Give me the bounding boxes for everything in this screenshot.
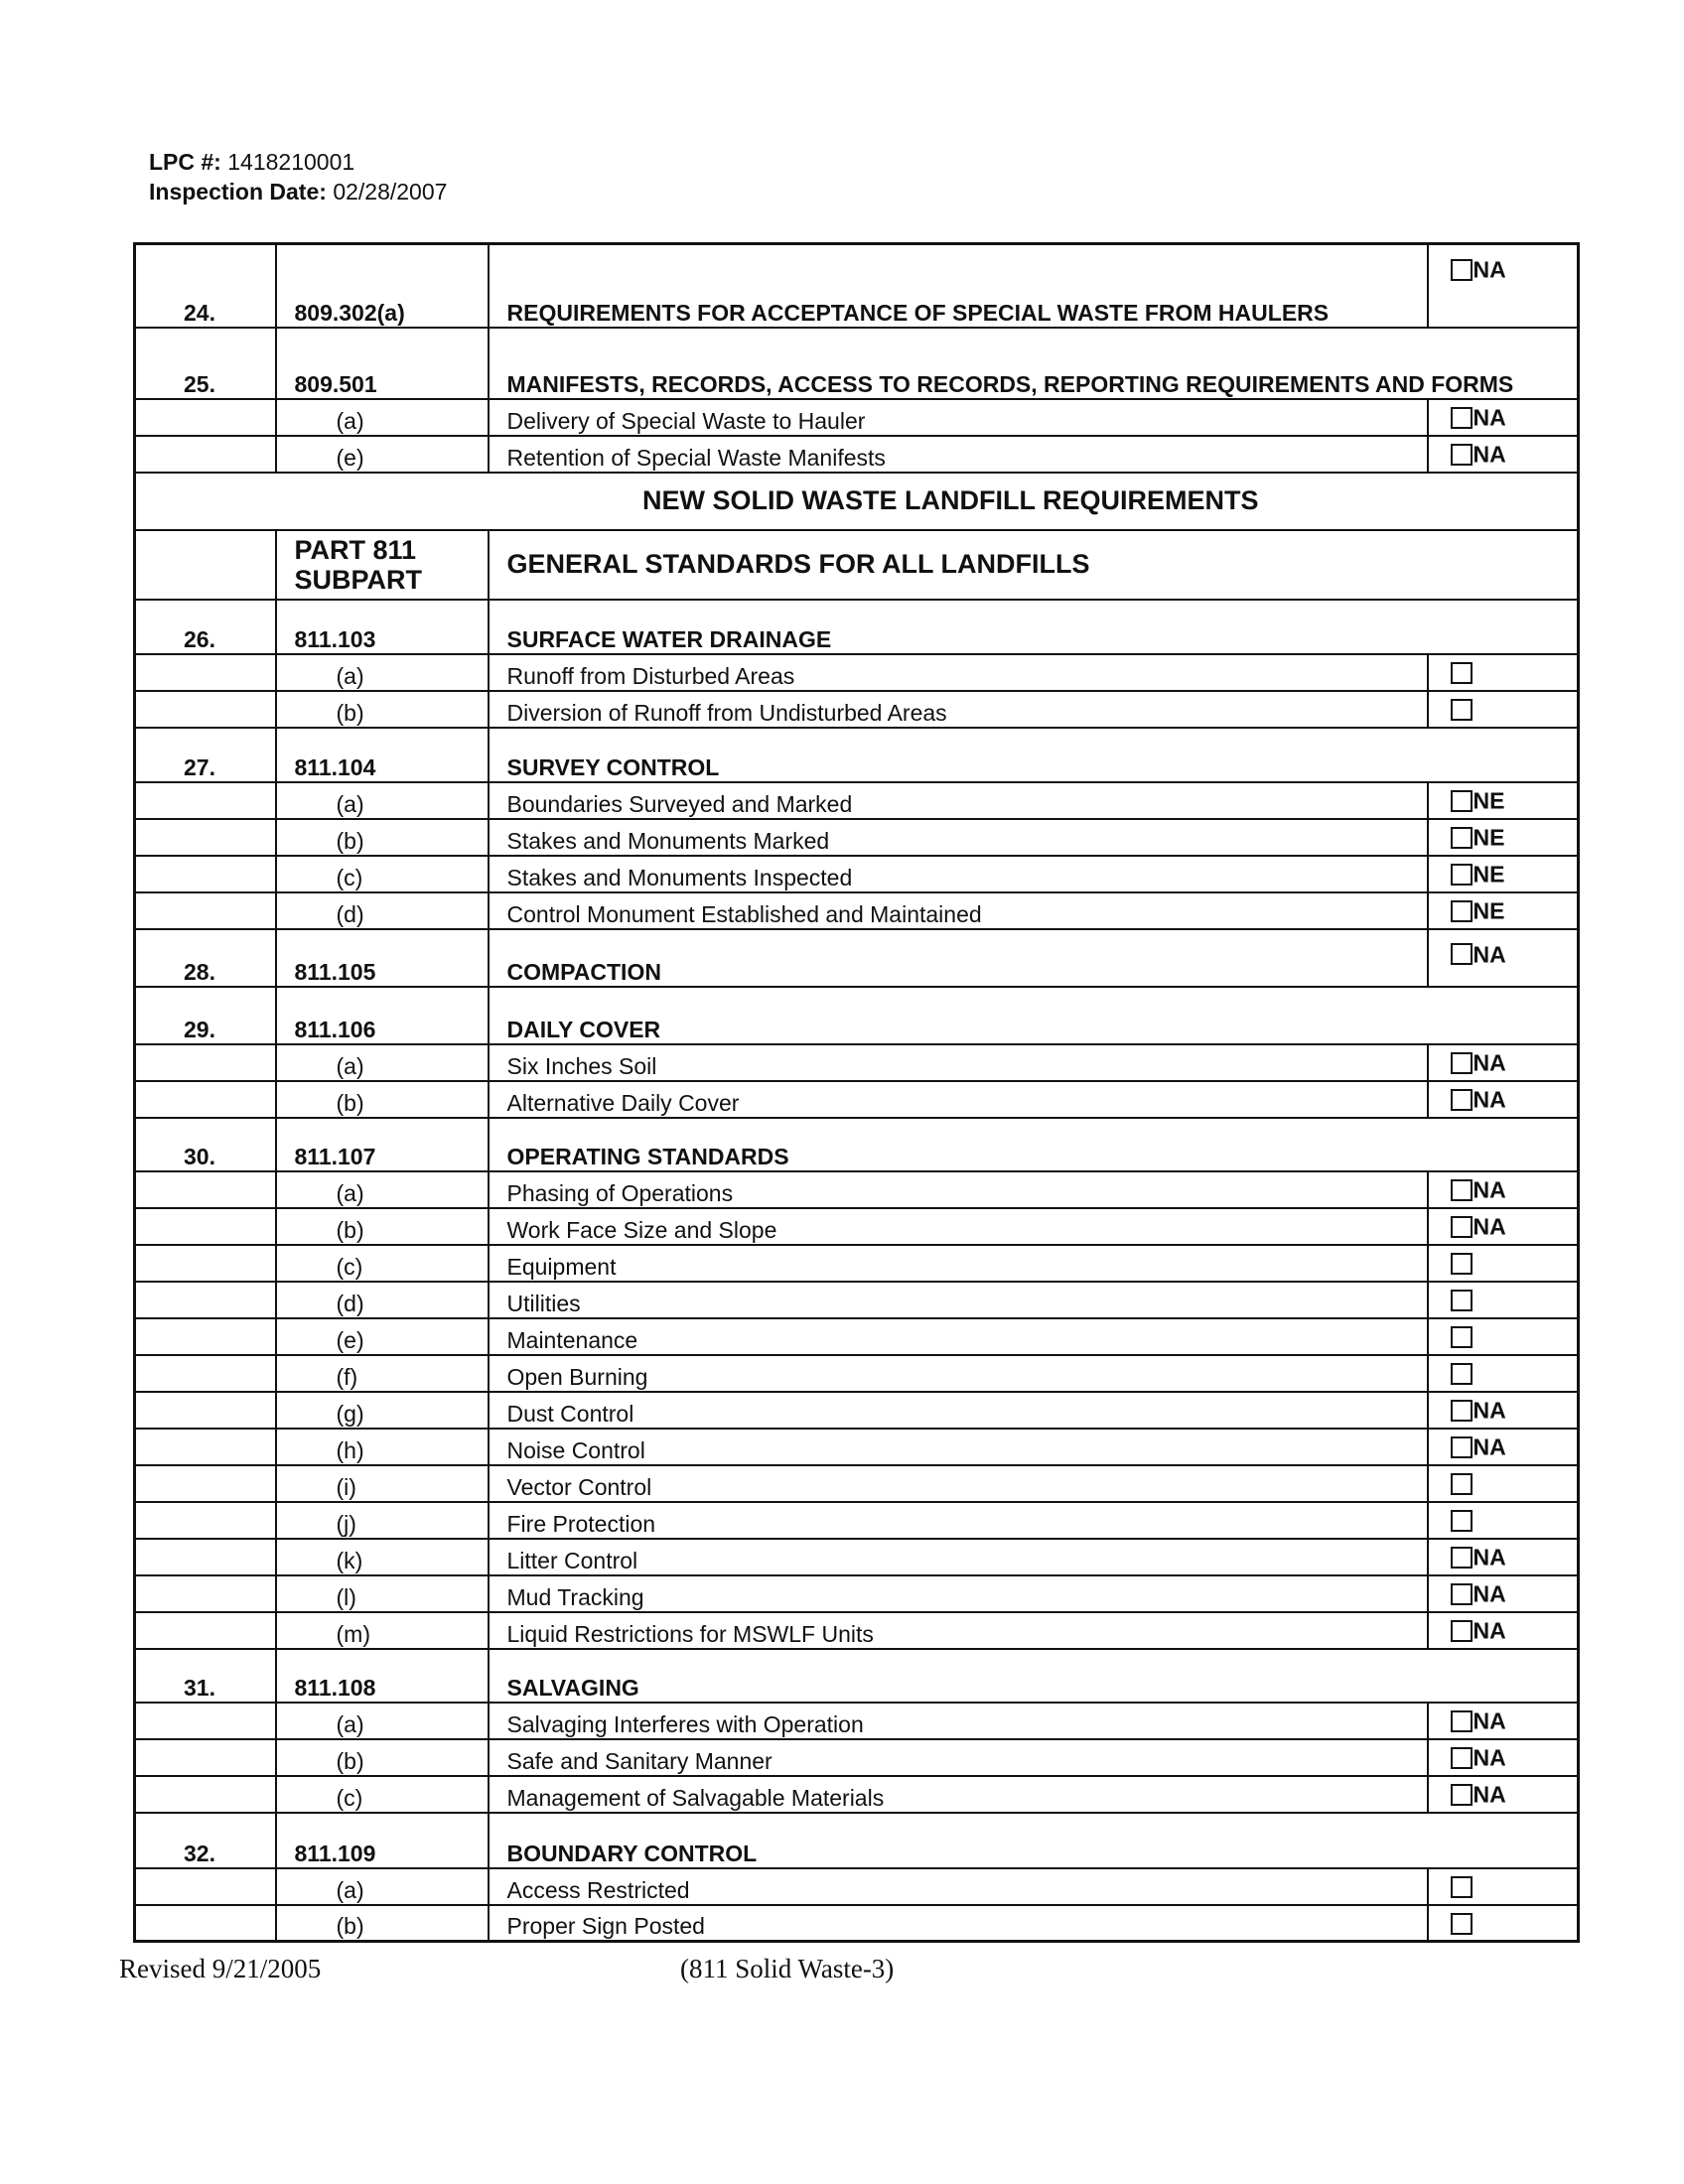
item-number-empty	[135, 399, 276, 436]
sub-code: (m)	[276, 1612, 489, 1649]
checkbox-icon[interactable]	[1451, 1436, 1473, 1458]
sub-code: (a)	[276, 1171, 489, 1208]
sub-code: (a)	[276, 1868, 489, 1905]
section-title: SURFACE WATER DRAINAGE	[489, 600, 1579, 654]
item-number: 30.	[135, 1118, 276, 1171]
item-number: 26.	[135, 600, 276, 654]
item-number-empty	[135, 1208, 276, 1245]
item-number: 29.	[135, 987, 276, 1044]
section-code: 811.107	[276, 1118, 489, 1171]
checklist-item-row	[135, 1539, 1579, 1575]
checkbox-label: NA	[1473, 1213, 1506, 1240]
checkbox-icon[interactable]	[1451, 1510, 1473, 1532]
checklist-item-row	[135, 654, 1579, 691]
checkbox-cell	[1428, 1245, 1579, 1282]
checkbox-icon[interactable]	[1451, 1710, 1473, 1732]
section-code: 811.109	[276, 1813, 489, 1868]
item-number-empty	[135, 1355, 276, 1392]
checkbox-cell	[1428, 654, 1579, 691]
checkbox-cell	[1428, 1355, 1579, 1392]
checkbox-icon[interactable]	[1451, 259, 1473, 281]
item-number: 25.	[135, 328, 276, 399]
checkbox-label: NE	[1473, 861, 1505, 887]
item-number-empty	[135, 1429, 276, 1465]
checkbox-icon[interactable]	[1451, 1253, 1473, 1275]
item-description: Liquid Restrictions for MSWLF Units	[489, 1612, 1428, 1649]
item-number-empty	[135, 530, 276, 600]
inspection-date-value: 02/28/2007	[333, 179, 448, 205]
item-number-empty	[135, 1905, 276, 1942]
section-code: 811.103	[276, 600, 489, 654]
checkbox-icon[interactable]	[1451, 1363, 1473, 1385]
item-description: Boundaries Surveyed and Marked	[489, 782, 1428, 819]
item-description: Maintenance	[489, 1318, 1428, 1355]
checkbox-cell	[1428, 929, 1579, 987]
section-row	[135, 1118, 1579, 1171]
checklist-item-row	[135, 1502, 1579, 1539]
item-description: Safe and Sanitary Manner	[489, 1739, 1428, 1776]
checklist-item-row	[135, 1245, 1579, 1282]
checklist-item-row	[135, 1905, 1579, 1942]
item-description: Noise Control	[489, 1429, 1428, 1465]
item-description: Retention of Special Waste Manifests	[489, 436, 1428, 473]
section-code: 811.104	[276, 728, 489, 782]
sub-code: (i)	[276, 1465, 489, 1502]
section-row	[135, 600, 1579, 654]
section-title: REQUIREMENTS FOR ACCEPTANCE OF SPECIAL WASTE FROM HAULERS	[489, 244, 1428, 328]
item-number-empty	[135, 856, 276, 892]
item-number-empty	[135, 1539, 276, 1575]
sub-code: (a)	[276, 399, 489, 436]
item-number-empty	[135, 1703, 276, 1739]
sub-code: (c)	[276, 1776, 489, 1813]
item-number-empty	[135, 1081, 276, 1118]
item-description: Fire Protection	[489, 1502, 1428, 1539]
item-number-empty	[135, 1575, 276, 1612]
checkbox-icon[interactable]	[1451, 1216, 1473, 1238]
checklist-item-row	[135, 1868, 1579, 1905]
checkbox-label: NA	[1473, 1433, 1506, 1460]
item-number-empty	[135, 1044, 276, 1081]
sub-code: (b)	[276, 1905, 489, 1942]
checkbox-icon[interactable]	[1451, 1747, 1473, 1769]
item-description: Phasing of Operations	[489, 1171, 1428, 1208]
checkbox-label: NA	[1473, 256, 1506, 283]
checklist-item-row	[135, 436, 1579, 473]
item-description: Access Restricted	[489, 1868, 1428, 1905]
item-number-empty	[135, 1868, 276, 1905]
checklist-item-row	[135, 1355, 1579, 1392]
section-row	[135, 728, 1579, 782]
checkbox-icon[interactable]	[1451, 790, 1473, 812]
section-title: MANIFESTS, RECORDS, ACCESS TO RECORDS, REPORTING REQUIREMENTS AND FORMS	[489, 328, 1579, 399]
sub-code: (h)	[276, 1429, 489, 1465]
checkbox-label: NA	[1473, 1617, 1506, 1644]
item-number-empty	[135, 654, 276, 691]
sub-code: (k)	[276, 1539, 489, 1575]
item-description: Mud Tracking	[489, 1575, 1428, 1612]
checkbox-cell	[1428, 1539, 1579, 1575]
section-row	[135, 1813, 1579, 1868]
sub-code: (a)	[276, 654, 489, 691]
checkbox-label: NA	[1473, 404, 1506, 431]
sub-code: (b)	[276, 1208, 489, 1245]
checklist-item-row	[135, 1171, 1579, 1208]
checkbox-cell	[1428, 1905, 1579, 1942]
checkbox-icon[interactable]	[1451, 1326, 1473, 1348]
item-description: Runoff from Disturbed Areas	[489, 654, 1428, 691]
checkbox-icon[interactable]	[1451, 900, 1473, 922]
item-description: Work Face Size and Slope	[489, 1208, 1428, 1245]
inspection-checklist-table	[133, 242, 1580, 1943]
lpc-number	[149, 149, 354, 176]
checkbox-cell	[1428, 244, 1579, 328]
checkbox-icon[interactable]	[1451, 1290, 1473, 1311]
checkbox-cell	[1428, 1171, 1579, 1208]
checkbox-icon[interactable]	[1451, 943, 1473, 965]
sub-code: (b)	[276, 1739, 489, 1776]
checklist-item-row	[135, 892, 1579, 929]
checkbox-icon[interactable]	[1451, 1876, 1473, 1898]
sub-code: (g)	[276, 1392, 489, 1429]
checkbox-label: NA	[1473, 1781, 1506, 1808]
checkbox-label: NA	[1473, 441, 1506, 468]
checkbox-label: NA	[1473, 1544, 1506, 1570]
sub-code: (b)	[276, 691, 489, 728]
item-number-empty	[135, 1245, 276, 1282]
item-description: Delivery of Special Waste to Hauler	[489, 399, 1428, 436]
checkbox-icon[interactable]	[1451, 864, 1473, 886]
item-description: Diversion of Runoff from Undisturbed Areas	[489, 691, 1428, 728]
checkbox-cell	[1428, 819, 1579, 856]
subpart-title: GENERAL STANDARDS FOR ALL LANDFILLS	[489, 530, 1579, 600]
section-code: 811.108	[276, 1649, 489, 1703]
checkbox-cell	[1428, 1208, 1579, 1245]
item-number: 24.	[135, 244, 276, 328]
checkbox-cell	[1428, 1318, 1579, 1355]
checkbox-label: NA	[1473, 1707, 1506, 1734]
section-title: DAILY COVER	[489, 987, 1579, 1044]
item-description: Vector Control	[489, 1465, 1428, 1502]
checklist-item-row	[135, 1429, 1579, 1465]
checklist-item-row	[135, 1318, 1579, 1355]
item-number-empty	[135, 1318, 276, 1355]
checkbox-label: NA	[1473, 1086, 1506, 1113]
checklist-item-row	[135, 1612, 1579, 1649]
checkbox-cell	[1428, 782, 1579, 819]
sub-code: (d)	[276, 1282, 489, 1318]
lpc-label: LPC #:	[149, 149, 221, 175]
inspection-date-label: Inspection Date:	[149, 179, 327, 205]
section-row	[135, 987, 1579, 1044]
section-row	[135, 929, 1579, 987]
item-description: Litter Control	[489, 1539, 1428, 1575]
checkbox-cell	[1428, 1429, 1579, 1465]
checkbox-icon[interactable]	[1451, 1089, 1473, 1111]
item-number-empty	[135, 1392, 276, 1429]
subpart-heading-row	[135, 530, 1579, 600]
revised-date: Revised 9/21/2005	[119, 1954, 322, 1983]
section-row	[135, 244, 1579, 328]
section-title: OPERATING STANDARDS	[489, 1118, 1579, 1171]
item-number-empty	[135, 1776, 276, 1813]
item-number-empty	[135, 892, 276, 929]
item-number-empty	[135, 1739, 276, 1776]
checkbox-cell	[1428, 1044, 1579, 1081]
sub-code: (b)	[276, 1081, 489, 1118]
part-heading: NEW SOLID WASTE LANDFILL REQUIREMENTS	[135, 473, 1579, 530]
checklist-item-row	[135, 1465, 1579, 1502]
item-number: 27.	[135, 728, 276, 782]
item-description: Stakes and Monuments Inspected	[489, 856, 1428, 892]
checklist-item-row	[135, 1282, 1579, 1318]
checkbox-cell	[1428, 892, 1579, 929]
sub-code: (d)	[276, 892, 489, 929]
checkbox-cell	[1428, 1392, 1579, 1429]
checkbox-icon[interactable]	[1451, 1052, 1473, 1074]
inspection-date	[149, 179, 447, 205]
item-description: Open Burning	[489, 1355, 1428, 1392]
checkbox-icon[interactable]	[1451, 1913, 1473, 1935]
item-description: Control Monument Established and Maintained	[489, 892, 1428, 929]
checkbox-cell	[1428, 1081, 1579, 1118]
checkbox-label: NE	[1473, 897, 1505, 924]
checkbox-icon[interactable]	[1451, 1547, 1473, 1569]
section-title: COMPACTION	[489, 929, 1428, 987]
item-number-empty	[135, 1171, 276, 1208]
checkbox-icon[interactable]	[1451, 1473, 1473, 1495]
checklist-item-row	[135, 856, 1579, 892]
item-number-empty	[135, 691, 276, 728]
sub-code: (a)	[276, 782, 489, 819]
item-description: Management of Salvagable Materials	[489, 1776, 1428, 1813]
sub-code: (a)	[276, 1044, 489, 1081]
checkbox-icon[interactable]	[1451, 1400, 1473, 1422]
checkbox-icon[interactable]	[1451, 407, 1473, 429]
checklist-item-row	[135, 782, 1579, 819]
checklist-item-row	[135, 819, 1579, 856]
item-number-empty	[135, 1282, 276, 1318]
section-code: 809.501	[276, 328, 489, 399]
checklist-item-row	[135, 1703, 1579, 1739]
checklist-item-row	[135, 399, 1579, 436]
subpart-code: PART 811 SUBPART	[276, 530, 489, 600]
item-number-empty	[135, 1612, 276, 1649]
section-row	[135, 1649, 1579, 1703]
item-description: Alternative Daily Cover	[489, 1081, 1428, 1118]
checkbox-cell	[1428, 1612, 1579, 1649]
sub-code: (c)	[276, 856, 489, 892]
sub-code: (f)	[276, 1355, 489, 1392]
item-number: 28.	[135, 929, 276, 987]
checkbox-cell	[1428, 399, 1579, 436]
item-number-empty	[135, 819, 276, 856]
item-number-empty	[135, 1465, 276, 1502]
item-description: Salvaging Interferes with Operation	[489, 1703, 1428, 1739]
section-title: SALVAGING	[489, 1649, 1579, 1703]
sub-code: (a)	[276, 1703, 489, 1739]
checkbox-label: NA	[1473, 1397, 1506, 1424]
checkbox-icon[interactable]	[1451, 444, 1473, 466]
checklist-item-row	[135, 1081, 1579, 1118]
sub-code: (e)	[276, 1318, 489, 1355]
sub-code: (b)	[276, 819, 489, 856]
checkbox-label: NA	[1473, 1744, 1506, 1771]
section-row	[135, 328, 1579, 399]
sub-code: (l)	[276, 1575, 489, 1612]
checkbox-icon[interactable]	[1451, 699, 1473, 721]
section-code: 809.302(a)	[276, 244, 489, 328]
item-number-empty	[135, 1502, 276, 1539]
part-heading-row	[135, 473, 1579, 530]
page-label: (811 Solid Waste-3)	[680, 1954, 895, 1983]
checkbox-icon[interactable]	[1451, 1620, 1473, 1642]
checkbox-cell	[1428, 1739, 1579, 1776]
section-code: 811.106	[276, 987, 489, 1044]
checkbox-cell	[1428, 1776, 1579, 1813]
checklist-item-row	[135, 1776, 1579, 1813]
lpc-value: 1418210001	[227, 149, 355, 175]
checklist-item-row	[135, 1575, 1579, 1612]
item-number-empty	[135, 436, 276, 473]
checkbox-cell	[1428, 1868, 1579, 1905]
item-description: Equipment	[489, 1245, 1428, 1282]
section-code: 811.105	[276, 929, 489, 987]
checkbox-cell	[1428, 1575, 1579, 1612]
item-description: Stakes and Monuments Marked	[489, 819, 1428, 856]
checkbox-icon[interactable]	[1451, 827, 1473, 849]
checklist-item-row	[135, 691, 1579, 728]
checkbox-icon[interactable]	[1451, 662, 1473, 684]
item-number: 31.	[135, 1649, 276, 1703]
section-title: SURVEY CONTROL	[489, 728, 1579, 782]
checkbox-cell	[1428, 436, 1579, 473]
checkbox-label: NA	[1473, 1176, 1506, 1203]
checklist-item-row	[135, 1044, 1579, 1081]
checkbox-cell	[1428, 856, 1579, 892]
checkbox-icon[interactable]	[1451, 1583, 1473, 1605]
checkbox-label: NA	[1473, 1580, 1506, 1607]
checkbox-cell	[1428, 1703, 1579, 1739]
checkbox-label: NA	[1473, 1049, 1506, 1076]
item-number: 32.	[135, 1813, 276, 1868]
item-description: Utilities	[489, 1282, 1428, 1318]
sub-code: (e)	[276, 436, 489, 473]
checklist-item-row	[135, 1392, 1579, 1429]
checkbox-cell	[1428, 1465, 1579, 1502]
item-description: Dust Control	[489, 1392, 1428, 1429]
checklist-item-row	[135, 1739, 1579, 1776]
checkbox-label: NE	[1473, 787, 1505, 814]
sub-code: (j)	[276, 1502, 489, 1539]
sub-code: (c)	[276, 1245, 489, 1282]
checkbox-icon[interactable]	[1451, 1179, 1473, 1201]
checkbox-cell	[1428, 1282, 1579, 1318]
checklist-item-row	[135, 1208, 1579, 1245]
item-description: Proper Sign Posted	[489, 1905, 1428, 1942]
checkbox-cell	[1428, 1502, 1579, 1539]
checkbox-label: NA	[1473, 940, 1506, 967]
item-description: Six Inches Soil	[489, 1044, 1428, 1081]
checklist-body	[135, 244, 1579, 1942]
section-title: BOUNDARY CONTROL	[489, 1813, 1579, 1868]
checkbox-icon[interactable]	[1451, 1784, 1473, 1806]
checkbox-cell	[1428, 691, 1579, 728]
checkbox-label: NE	[1473, 824, 1505, 851]
item-number-empty	[135, 782, 276, 819]
